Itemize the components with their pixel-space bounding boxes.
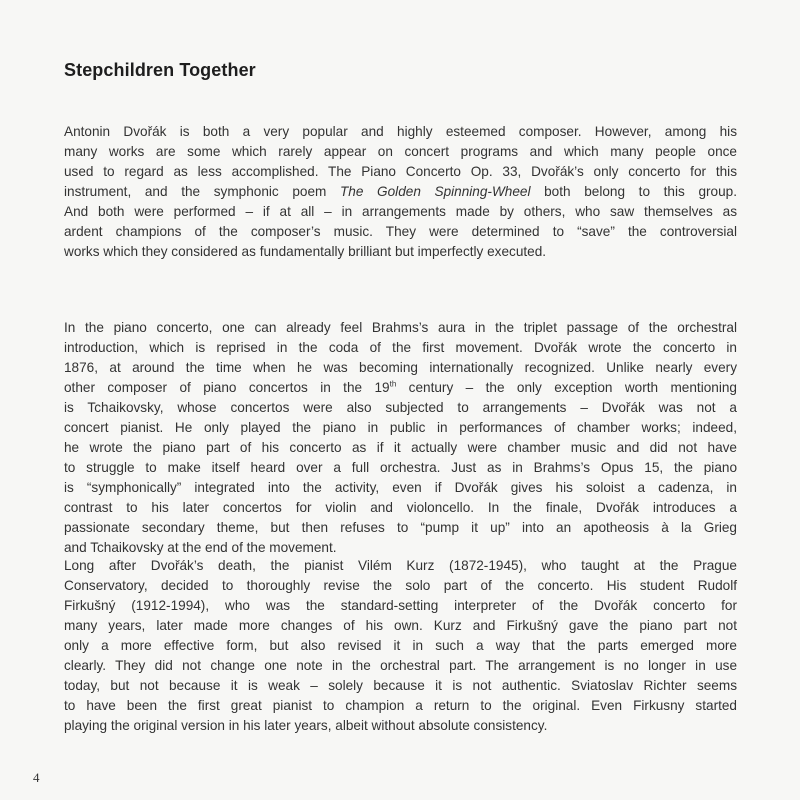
text-line: introduction, which is reprised in the coda of the first movement. Dvořák wrote the concerto in	[64, 340, 737, 355]
page-number: 4	[33, 770, 40, 785]
text-line: to struggle to make itself heard over a full orchestra. Just as in Brahms’s Opus 15, the piano	[64, 460, 737, 475]
text-line: concert pianist. He only played the piano in public in performances of chamber works; indeed,	[64, 420, 737, 435]
text-line: is “symphonically” integrated into the activity, even if Dvořák gives his soloist a cadenza, in	[64, 480, 737, 495]
text-line: Conservatory, decided to thoroughly revise the solo part of the concerto. His student Rudolf	[64, 578, 737, 593]
text-line	[64, 182, 737, 202]
text-run: instrument, and the symphonic poem	[64, 184, 340, 199]
text-run: both belong to this group.	[530, 184, 737, 199]
text-line: works which they considered as fundamentally brilliant but imperfectly executed.	[64, 244, 547, 259]
text-line: In the piano concerto, one can already feel Brahms’s aura in the triplet passage of the orchestral	[64, 320, 737, 335]
text-line: clearly. They did not change one note in the orchestral part. The arrangement is no longer in use	[64, 658, 737, 673]
ordinal-superscript: th	[389, 379, 397, 389]
text-line: ardent champions of the composer’s music. They were determined to “save” the controversial	[64, 224, 737, 239]
work-title-italic: The Golden Spinning-Wheel	[339, 184, 531, 199]
text-line: only a more effective form, but also revised it in such a way that the parts emerged more	[64, 638, 737, 653]
text-line: today, but not because it is weak – solely because it is not authentic. Sviatoslav Richter seems	[64, 678, 737, 693]
text-line: contrast to his later concertos for violin and violoncello. In the finale, Dvořák introduces a	[64, 500, 737, 515]
page-title: Stepchildren Together	[64, 60, 256, 80]
text-line: many years, later made more changes of his own. Kurz and Firkušný gave the piano part not	[64, 618, 737, 633]
text-line	[64, 378, 737, 398]
paragraph-3	[64, 556, 737, 736]
text-line: is Tchaikovsky, whose concertos were also subjected to arrangements – Dvořák was not a	[64, 400, 737, 415]
text-line: And both were performed – if at all – in arrangements made by others, who saw themselves as	[64, 204, 737, 219]
text-line: and Tchaikovsky at the end of the movement.	[64, 540, 337, 555]
text-line: Long after Dvořák’s death, the pianist Vilém Kurz (1872-1945), who taught at the Prague	[64, 558, 737, 573]
text-line: to have been the first great pianist to champion a return to the original. Even Firkusny started	[64, 698, 737, 713]
text-line: passionate secondary theme, but then refuses to “pump it up” into an apotheosis à la Grieg	[64, 520, 737, 535]
text-line: Antonin Dvořák is both a very popular and highly esteemed composer. However, among his	[64, 124, 737, 139]
text-line: playing the original version in his later years, albeit without absolute consistency.	[64, 718, 548, 733]
paragraph-2	[64, 318, 737, 558]
text-run: other composer of piano concertos in the 19	[64, 380, 390, 395]
text-line: many works are some which rarely appear on concert programs and which many people once	[64, 144, 737, 159]
text-line: used to regard as less accomplished. The Piano Concerto Op. 33, Dvořák’s only concerto for this	[64, 164, 737, 179]
paragraph-1	[64, 122, 737, 262]
text-line: 1876, at around the time when he was becoming internationally recognized. Unlike nearly every	[64, 360, 737, 375]
text-line: he wrote the piano part of his concerto as if it actually were chamber music and did not have	[64, 440, 737, 455]
text-run: century – the only exception worth mentioning	[396, 380, 737, 395]
text-line: Firkušný (1912-1994), who was the standard-setting interpreter of the Dvořák concerto for	[64, 598, 737, 613]
